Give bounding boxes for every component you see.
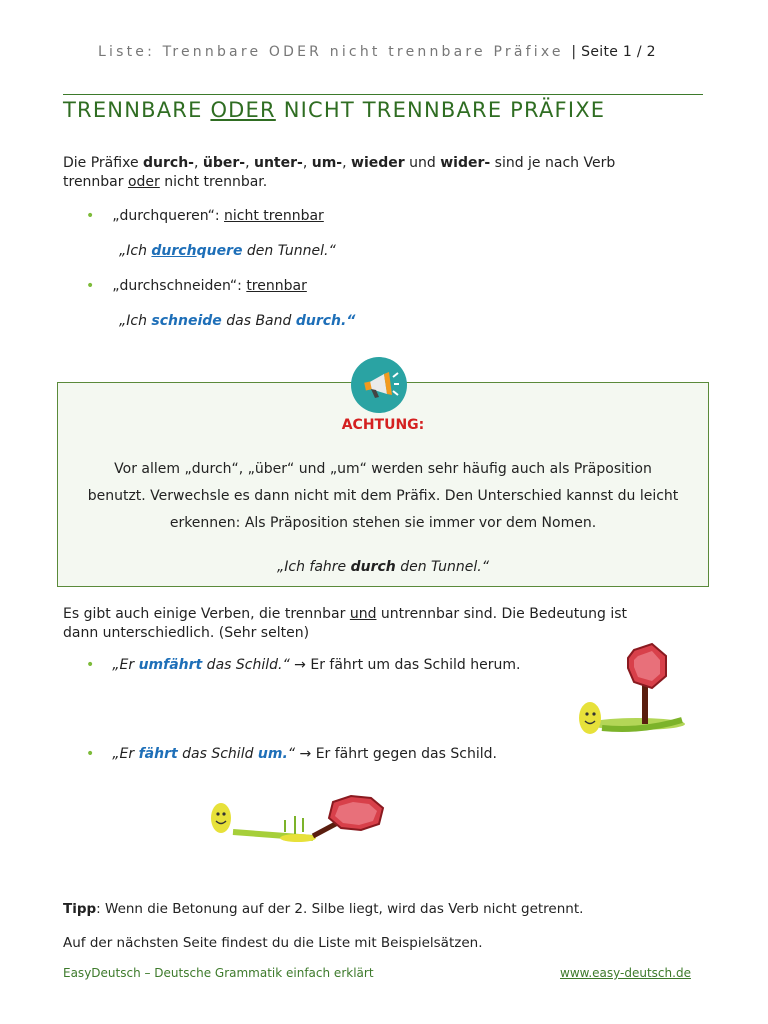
arrow-icon: → [295, 746, 316, 762]
title-part-2: ODER [210, 98, 276, 122]
notice-example-text: „Ich fahre [276, 559, 351, 575]
footer-left: EasyDeutsch – Deutsche Grammatik einfach erklärt [63, 966, 374, 980]
notice-example-text: den Tunnel.“ [395, 559, 490, 575]
example-verb: fährt [138, 746, 178, 762]
example-text: „Er [112, 657, 139, 673]
intro-text: sind je nach Verb [490, 155, 616, 171]
intro-text: , [302, 155, 312, 171]
both-paragraph [63, 605, 703, 643]
illustration-knock-over-sign [203, 790, 393, 865]
example-text: das Schild.“ [202, 657, 290, 673]
example-particle: um. [257, 746, 288, 762]
bullet-dot: • [86, 657, 95, 673]
page-header [98, 44, 656, 60]
notice-text [58, 456, 708, 537]
intro-text: , [245, 155, 254, 171]
intro-text: , [342, 155, 352, 171]
sentence-quote: “ [346, 313, 356, 329]
example-kind: trennbar [246, 278, 307, 294]
sentence-text: „Ich [119, 313, 152, 329]
list-item [86, 657, 520, 673]
sentence-text: das Band [221, 313, 296, 329]
footer-link[interactable]: www.easy-deutsch.de [560, 966, 691, 980]
notice-example [58, 554, 708, 581]
prefix-ueber: über- [202, 155, 246, 171]
arrow-icon: → [289, 657, 311, 673]
bullet-dot: • [86, 746, 95, 762]
example-verb: „durchschneiden“: [112, 278, 247, 294]
example-text: „Er [112, 746, 139, 762]
prefix-wider: wider- [440, 155, 491, 171]
both-und: und [349, 606, 377, 622]
sentence-verb: schneide [151, 313, 222, 329]
tip-text: : Wenn die Betonung auf der 2. Silbe liegt, wird das Verb nicht getrennt. [96, 901, 584, 917]
prefix-unter: unter- [254, 155, 303, 171]
both-text: Es gibt auch einige Verben, die trennbar [63, 606, 350, 622]
example-sentence [119, 313, 355, 329]
intro-text: Die Präfixe [63, 155, 144, 171]
prefix-durch: durch- [143, 155, 194, 171]
example-text: “ [287, 746, 296, 762]
header-divider [63, 94, 703, 95]
tip-label: Tipp [63, 901, 97, 917]
example-verb: „durchqueren“: [112, 208, 225, 224]
notice-example-bold: durch [350, 559, 396, 575]
example-meaning: Er fährt um das Schild herum. [310, 657, 521, 673]
intro-oder: oder [127, 174, 160, 190]
both-text: dann unterschiedlich. (Sehr selten) [63, 625, 310, 641]
title-part-1: TRENNBARE [63, 98, 203, 122]
notice-heading-colon: : [418, 417, 425, 433]
notice-line: benutzt. Verwechsle es dann nicht mit dem Präfix. Den Unterschied kannst du leicht [87, 488, 679, 504]
prefix-um: um- [311, 155, 343, 171]
notice-heading [58, 417, 708, 433]
sentence-text: „Ich [119, 243, 152, 259]
page-number: | Seite 1 / 2 [571, 44, 656, 60]
example-meaning: Er fährt gegen das Schild. [315, 746, 497, 762]
intro-text: und [404, 155, 441, 171]
bullet-dot: • [86, 278, 95, 294]
page-title [63, 98, 605, 122]
sentence-text: den Tunnel.“ [242, 243, 336, 259]
both-text: untrennbar sind. Die Bedeutung ist [376, 606, 628, 622]
example-kind: nicht trennbar [224, 208, 324, 224]
sentence-verb: quere [196, 243, 243, 259]
list-item [86, 746, 497, 762]
notice-line: Vor allem „durch“, „über“ und „um“ werden sehr häufig auch als Präposition [114, 461, 652, 477]
tip-paragraph [63, 900, 703, 919]
notice-heading-text: ACHTUNG [341, 417, 419, 433]
example-verb: umfährt [138, 657, 203, 673]
intro-text: nicht trennbar. [159, 174, 268, 190]
megaphone-icon [351, 357, 407, 413]
bullet-dot: • [86, 208, 95, 224]
sentence-prefix: durch [151, 243, 197, 259]
next-page-note: Auf der nächsten Seite findest du die Liste mit Beispielsätzen. [63, 935, 483, 951]
list-item [86, 278, 307, 294]
prefix-wieder: wieder [351, 155, 405, 171]
intro-text: trennbar [63, 174, 128, 190]
sentence-particle: durch. [295, 313, 347, 329]
intro-text: , [193, 155, 203, 171]
title-part-3: NICHT TRENNBARE PRÄFIXE [283, 98, 606, 122]
illustration-around-sign [572, 640, 704, 760]
list-item [86, 208, 324, 224]
example-sentence [119, 243, 336, 259]
intro-paragraph [63, 154, 703, 192]
example-text: das Schild [177, 746, 258, 762]
header-title: Liste: Trennbare ODER nicht trennbare Präfixe [98, 44, 564, 60]
notice-line: erkennen: Als Präposition stehen sie immer vor dem Nomen. [169, 515, 597, 531]
